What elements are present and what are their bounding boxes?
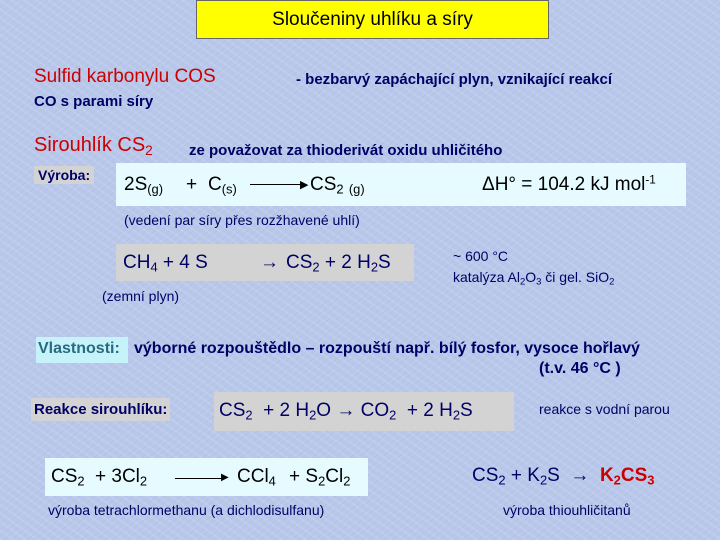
title-box <box>196 0 549 39</box>
vyroba-label: Výroba: <box>34 166 94 184</box>
cos-heading: Sulfid karbonylu COS <box>34 66 216 87</box>
condition-temperature: ~ 600 °C <box>453 248 509 264</box>
cs2-description: ze považovat za thioderivát oxidu uhličitého <box>189 142 503 159</box>
equation3: $CS_2 + 2$ $H_2O \to CO_2 + 2$ $H_2S$ <box>219 400 473 423</box>
cos-description-line2: CO s parami síry <box>34 93 154 110</box>
equation5-note: výroba thiouhličitanů <box>503 502 631 518</box>
vlastnosti-text-line2: (t.v. 46 °C ) <box>539 360 621 377</box>
equation2-box: $CH_4 + 4$ S → $CS_2 + 2$ $H_2S$ <box>116 244 414 281</box>
equation5: $CS_2 + K_2S \to K_2CS_3$ <box>472 465 655 488</box>
vyroba-note: (vedení par síry přes rozžhavené uhlí) <box>124 212 360 228</box>
reakce-label: Reakce sirouhlíku: <box>31 398 170 421</box>
vlastnosti-label: Vlastnosti: <box>38 340 120 357</box>
cs2-heading: Sirouhlík $CS_2$ <box>34 134 153 158</box>
equation4: $CS_2$ + $3Cl_2$ ▶ CCl$_4$ + $S_2Cl_2$ <box>45 458 368 496</box>
vlastnosti-text: výborné rozpouštědlo – rozpouští např. bílý fosfor, vysoce hořlavý <box>134 340 640 357</box>
equation3-box <box>214 392 514 431</box>
condition-catalyst: katalýza $Al_2O_3$ či gel. SiO$_2$ <box>453 269 615 288</box>
equation1-box <box>116 163 686 206</box>
cos-description-line1: - bezbarvý zapáchající plyn, vznikající reakcí <box>296 71 612 88</box>
page-title: Sloučeniny uhlíku a síry <box>272 8 473 30</box>
equation1: $2S_{(g)}$ + $C_{(s)}$ ▶ $CS_2$ $_{(g)}$ ΔH° = 104.2 kJ mol$^{-1}$ <box>120 167 680 202</box>
equation4-note: výroba tetrachlormethanu (a dichlodisulfanu) <box>48 502 325 518</box>
reaction-arrow-icon <box>250 184 306 185</box>
reaction-arrow-icon <box>175 478 225 479</box>
reaction-arrow: → <box>260 252 279 273</box>
gas-note: (zemní plyn) <box>102 288 180 304</box>
equation3-note: reakce s vodní parou <box>539 401 670 417</box>
